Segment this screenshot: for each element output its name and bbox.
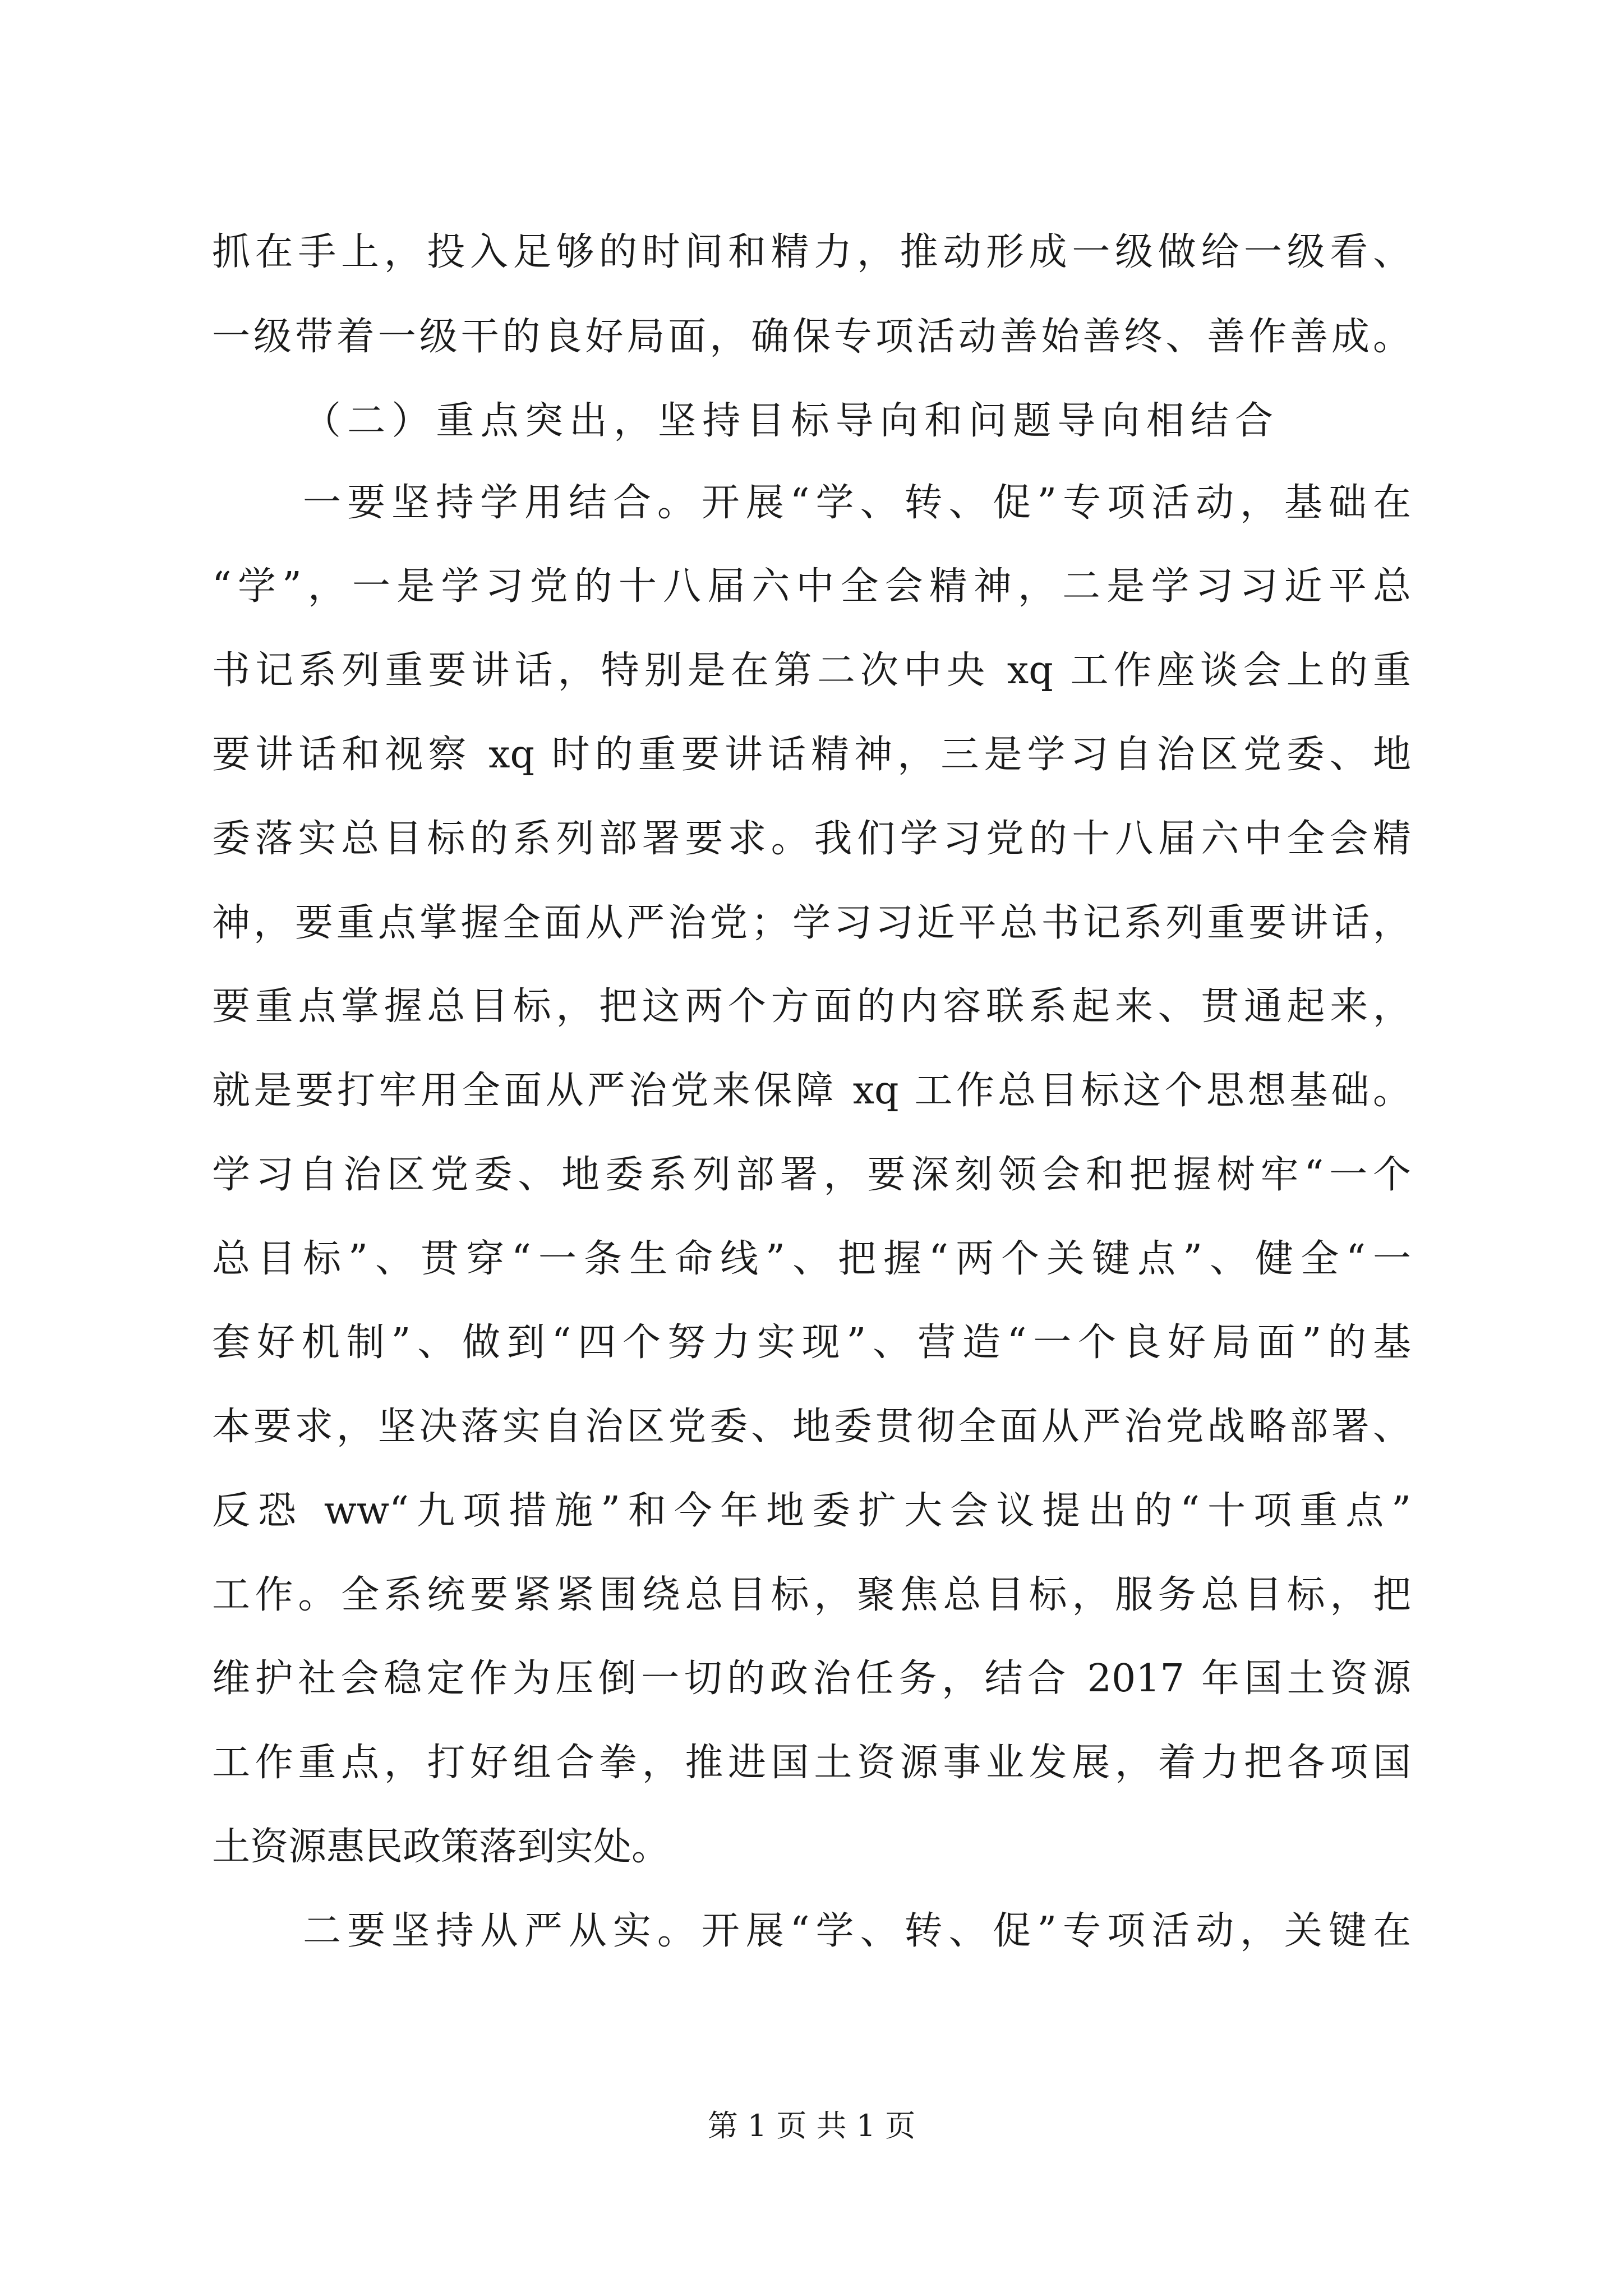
text-line-9-content: 神，要重点掌握全面从严治党；学习习近平总书记系列重要讲话， bbox=[212, 901, 1411, 945]
text-line-15 bbox=[0, 1399, 1623, 1455]
text-line-17 bbox=[0, 1567, 1623, 1623]
text-line-1-content: 抓在手上，投入足够的时间和精力，推动形成一级做给一级看、 bbox=[212, 230, 1411, 274]
text-line-2 bbox=[0, 309, 1623, 365]
text-line-14 bbox=[0, 1315, 1623, 1371]
text-line-10-content: 要重点掌握总目标，把这两个方面的内容联系起来、贯通起来， bbox=[212, 984, 1411, 1029]
text-line-18-content: 维护社会稳定作为压倒一切的政治任务，结合 2017 年国土资源 bbox=[212, 1657, 1411, 1701]
text-line-6 bbox=[0, 643, 1623, 699]
text-line-20-content: 土资源惠民政策落到实处。 bbox=[212, 1825, 670, 1869]
text-line-19-content: 工作重点，打好组合拳，推进国土资源事业发展，着力把各项国 bbox=[212, 1741, 1411, 1785]
text-line-16 bbox=[0, 1483, 1623, 1539]
text-line-16-content: 反恐 ww“九项措施”和今年地委扩大会议提出的“十项重点” bbox=[212, 1489, 1411, 1533]
text-line-5-content: “学”，一是学习党的十八届六中全会精神，二是学习习近平总 bbox=[212, 564, 1411, 609]
section-heading bbox=[0, 393, 1623, 449]
text-line-2-content: 一级带着一级干的良好局面，确保专项活动善始善终、善作善成。 bbox=[212, 315, 1411, 359]
text-line-11-content: 就是要打牢用全面从严治党来保障 xq 工作总目标这个思想基础。 bbox=[212, 1069, 1411, 1113]
text-line-15-content: 本要求，坚决落实自治区党委、地委贯彻全面从严治党战略部署、 bbox=[212, 1405, 1411, 1449]
text-line-9 bbox=[0, 895, 1623, 951]
text-line-1 bbox=[0, 224, 1623, 280]
text-line-5 bbox=[0, 559, 1623, 615]
text-line-12-content: 学习自治区党委、地委系列部署，要深刻领会和把握树牢“一个 bbox=[212, 1153, 1411, 1197]
text-line-21 bbox=[0, 1903, 1623, 1959]
text-line-7 bbox=[0, 727, 1623, 783]
text-line-12 bbox=[0, 1147, 1623, 1203]
text-line-11 bbox=[0, 1063, 1623, 1119]
text-line-18 bbox=[0, 1651, 1623, 1707]
text-line-19 bbox=[0, 1735, 1623, 1791]
section-heading-content: （二）重点突出，坚持目标导向和问题导向相结合 bbox=[303, 399, 1273, 443]
text-line-8 bbox=[0, 811, 1623, 867]
text-line-21-content: 二要坚持从严从实。开展“学、转、促”专项活动，关键在 bbox=[303, 1909, 1411, 1953]
text-line-20 bbox=[0, 1819, 1623, 1875]
text-line-7-content: 要讲话和视察 xq 时的重要讲话精神，三是学习自治区党委、地 bbox=[212, 733, 1411, 777]
page-footer: 第 1 页 共 1 页 bbox=[707, 2108, 916, 2143]
text-line-14-content: 套好机制”、做到“四个努力实现”、营造“一个良好局面”的基 bbox=[212, 1320, 1411, 1365]
text-line-4 bbox=[0, 475, 1623, 531]
text-line-4-content: 一要坚持学用结合。开展“学、转、促”专项活动，基础在 bbox=[303, 481, 1411, 525]
text-line-6-content: 书记系列重要讲话，特别是在第二次中央 xq 工作座谈会上的重 bbox=[212, 648, 1411, 693]
text-line-17-content: 工作。全系统要紧紧围绕总目标，聚焦总目标，服务总目标，把 bbox=[212, 1573, 1411, 1617]
text-line-13 bbox=[0, 1231, 1623, 1287]
text-line-8-content: 委落实总目标的系列部署要求。我们学习党的十八届六中全会精 bbox=[212, 817, 1411, 861]
text-line-13-content: 总目标”、贯穿“一条生命线”、把握“两个关键点”、健全“一 bbox=[212, 1237, 1411, 1281]
text-line-10 bbox=[0, 979, 1623, 1035]
